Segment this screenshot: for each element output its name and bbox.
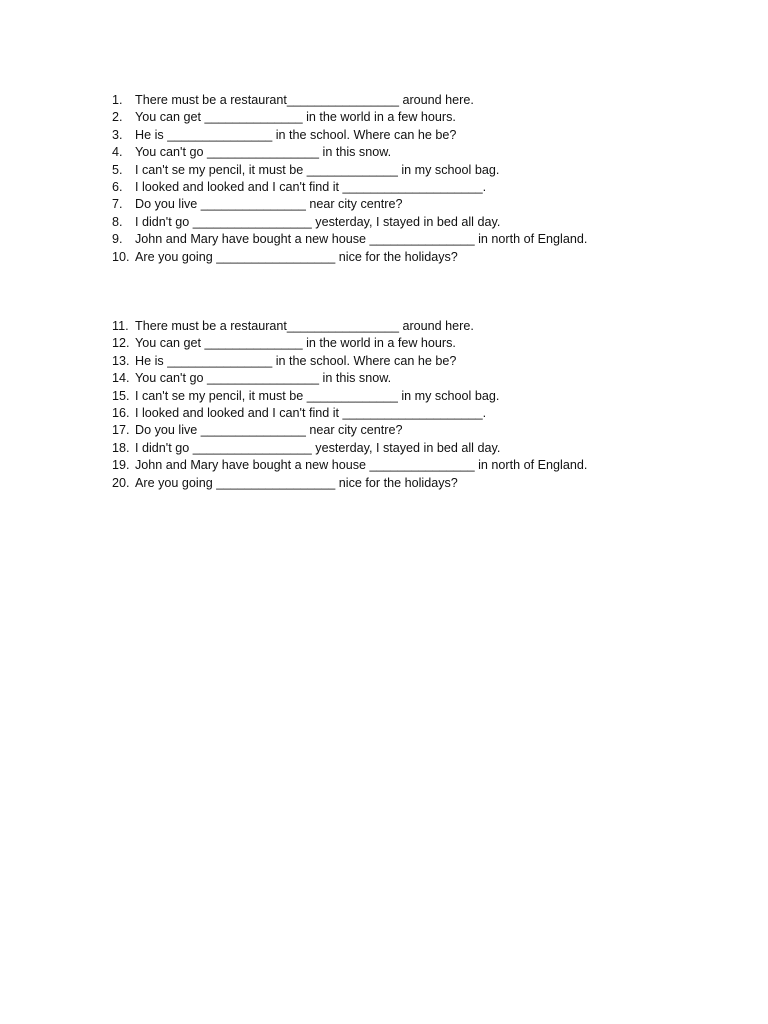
item-text: He is _______________ in the school. Where can he be? bbox=[135, 353, 457, 368]
exercise-item bbox=[112, 214, 732, 231]
item-number: 16. bbox=[112, 405, 130, 420]
exercise-item bbox=[112, 127, 732, 144]
exercise-item bbox=[112, 405, 732, 422]
item-number: 5. bbox=[112, 162, 123, 177]
item-number: 6. bbox=[112, 179, 123, 194]
item-number: 8. bbox=[112, 214, 123, 229]
exercise-item bbox=[112, 162, 732, 179]
exercise-item bbox=[112, 109, 732, 126]
item-number: 19. bbox=[112, 458, 130, 473]
exercise-item bbox=[112, 422, 732, 439]
item-text: He is _______________ in the school. Where can he be? bbox=[135, 127, 457, 142]
item-text: Are you going _________________ nice for the holidays? bbox=[135, 475, 458, 490]
item-number: 7. bbox=[112, 197, 123, 212]
item-text: Do you live _______________ near city centre? bbox=[135, 423, 403, 438]
item-text: I looked and looked and I can't find it ____________________. bbox=[135, 405, 487, 420]
item-number: 17. bbox=[112, 423, 130, 438]
exercise-item bbox=[112, 353, 732, 370]
item-text: You can't go ________________ in this snow. bbox=[135, 145, 392, 160]
item-number: 14. bbox=[112, 371, 130, 386]
item-number: 10. bbox=[112, 249, 130, 264]
item-text: I didn't go _________________ yesterday, I stayed in bed all day. bbox=[135, 440, 501, 455]
item-number: 1. bbox=[112, 93, 123, 107]
exercise-item bbox=[112, 388, 732, 405]
item-number: 18. bbox=[112, 440, 130, 455]
exercise-item bbox=[112, 92, 732, 109]
exercise-item bbox=[112, 475, 732, 492]
exercise-item bbox=[112, 335, 732, 352]
item-text: John and Mary have bought a new house _______________ in north of England. bbox=[135, 232, 588, 247]
item-text: Are you going _________________ nice for the holidays? bbox=[135, 249, 458, 264]
item-text: I can't se my pencil, it must be _____________ in my school bag. bbox=[135, 162, 500, 177]
item-text: There must be a restaurant________________ around here. bbox=[135, 93, 474, 107]
item-number: 3. bbox=[112, 127, 123, 142]
exercise-item bbox=[112, 440, 732, 457]
item-number: 20. bbox=[112, 475, 130, 490]
item-text: There must be a restaurant________________ around here. bbox=[135, 319, 474, 333]
exercise-item bbox=[112, 179, 732, 196]
item-number: 15. bbox=[112, 388, 130, 403]
exercise-item bbox=[112, 196, 732, 213]
exercise-list-first bbox=[112, 92, 732, 266]
item-text: John and Mary have bought a new house _______________ in north of England. bbox=[135, 458, 588, 473]
item-text: I looked and looked and I can't find it ____________________. bbox=[135, 179, 487, 194]
exercise-item bbox=[112, 144, 732, 161]
item-number: 12. bbox=[112, 336, 130, 351]
item-number: 4. bbox=[112, 145, 123, 160]
item-number: 13. bbox=[112, 353, 130, 368]
item-text: Do you live _______________ near city centre? bbox=[135, 197, 403, 212]
exercise-item bbox=[112, 370, 732, 387]
item-number: 9. bbox=[112, 232, 123, 247]
item-number: 2. bbox=[112, 110, 123, 125]
item-number: 11. bbox=[112, 319, 129, 333]
exercise-item bbox=[112, 457, 732, 474]
item-text: You can get ______________ in the world in a few hours. bbox=[135, 110, 456, 125]
item-text: I didn't go _________________ yesterday, I stayed in bed all day. bbox=[135, 214, 501, 229]
item-text: You can't go ________________ in this snow. bbox=[135, 371, 392, 386]
exercise-item bbox=[112, 318, 732, 335]
exercise-item bbox=[112, 249, 732, 266]
item-text: I can't se my pencil, it must be _____________ in my school bag. bbox=[135, 388, 500, 403]
exercise-item bbox=[112, 231, 732, 248]
item-text: You can get ______________ in the world in a few hours. bbox=[135, 336, 456, 351]
exercise-list-second bbox=[112, 318, 732, 492]
